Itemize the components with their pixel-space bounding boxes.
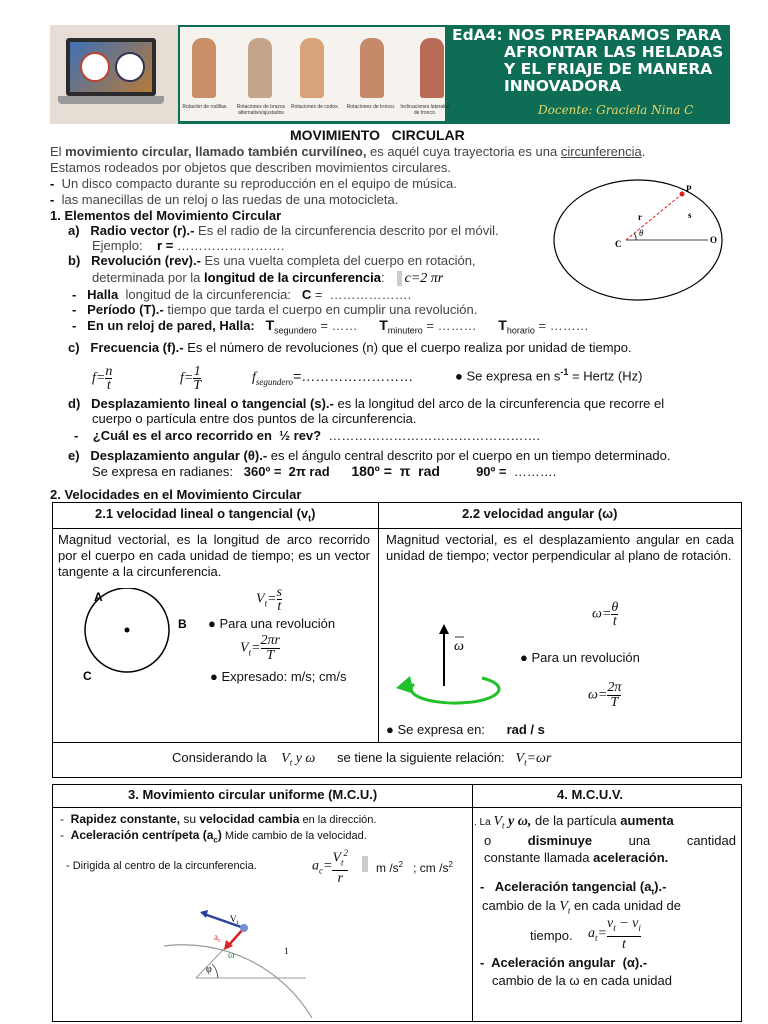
exercise-figure-1: [192, 38, 216, 98]
exercise-figure-4: [360, 38, 384, 98]
t-sub-horario: horario: [506, 325, 535, 336]
w-den: t: [612, 614, 617, 629]
reloj-line: - En un reloj de pared, Halla: $T_{segundero}$ = …… $T_{minutero}$ = ……… $T_{horario}$ = ………: [72, 317, 589, 336]
at-text-b: en cada unidad de: [570, 898, 682, 913]
reloj-dots-3: = ………: [534, 318, 589, 333]
freq-f1: f=: [92, 370, 106, 386]
label-c: C: [615, 239, 622, 249]
bullet-dash: -: [50, 176, 55, 191]
angular-units-value: rad / s: [506, 722, 545, 737]
freq-units-hz: = Hertz (Hz): [568, 368, 643, 384]
item-e-radians: [92, 464, 768, 479]
relation-v: V: [281, 751, 290, 766]
item-d-line-2: cuerpo o partícula entre dos puntos de la circunferencia.: [92, 411, 417, 426]
fig-ac-label: [214, 932, 221, 944]
point-b-label: B: [178, 617, 187, 631]
freq-f3-sub: segundero: [255, 376, 294, 387]
bullet-text-1: Un disco compacto durante su reproducción en el equipo de música.: [61, 176, 457, 191]
vt-symbol: V: [256, 591, 265, 607]
item-label: c): [68, 340, 80, 355]
mcu-velocidad-cambia: velocidad cambia: [199, 812, 300, 826]
mcu-table-header-line: [52, 807, 741, 808]
item-b-line-2: [92, 270, 542, 286]
school-seal-1: [80, 52, 110, 82]
intro-paragraph-1: [50, 144, 740, 159]
relation-w: y ω: [292, 751, 316, 766]
photo-caption-4: Rotaciones de tronco.: [346, 104, 396, 110]
mcuv-text: de la partícula: [531, 813, 621, 828]
freq-formula-3: [252, 368, 413, 387]
fig-1-label: 1: [284, 946, 289, 956]
velocity-angular-header: 2.2 velocidad angular (ω): [462, 506, 618, 521]
w-symbol: ω=: [588, 687, 608, 703]
fig-phi-label: φ: [206, 964, 212, 975]
at-eq: a: [588, 926, 595, 942]
at-formula: $a_t=$ $\frac{v_t - v_i}{t}$: [588, 916, 641, 952]
angular-units-label: ● Se expresa en:: [386, 722, 485, 737]
vt-formula-2: $V_t=$ $\frac{2\pi r}{T}$: [240, 633, 280, 663]
w2-num: 2π: [607, 680, 622, 695]
vt-arrowhead: [200, 910, 208, 918]
reloj-dots-2: = ………: [422, 318, 477, 333]
trajectory-arc: [164, 945, 312, 1018]
mcu-mide: Mide cambio de la velocidad.: [221, 830, 367, 842]
freq-formula-2: [180, 365, 201, 392]
vt-sub: t: [248, 647, 252, 658]
photo-caption-5: Inclinaciones laterales de tronco.: [400, 104, 450, 116]
mcuv-una: una: [628, 833, 651, 848]
mcuv-header: 4. M.C.U.V.: [557, 787, 623, 802]
mcu-row-2: - Aceleración centrípeta $(a_c)$ Mide cambio de la velocidad.: [60, 828, 367, 845]
mcu-table-divider: [472, 784, 473, 1021]
freq-f3-dots: =……………………: [293, 368, 414, 384]
intro-underline: circunferencia: [560, 144, 642, 159]
mcuv-disminuye: disminuye: [527, 833, 593, 848]
w-num: θ: [611, 600, 619, 615]
mcuv-line-1: [474, 813, 674, 834]
intro-period: .: [641, 144, 646, 159]
activity-title-line-2: AFRONTAR LAS HELADAS: [504, 43, 724, 61]
t-symbol-3: T: [498, 317, 507, 333]
mcu-ac-sub: c: [213, 835, 218, 845]
relation-v-sub: t: [289, 757, 293, 768]
intro-paragraph-2: Estamos rodeados por objetos que describen movimientos circulares.: [50, 160, 452, 175]
freq-f2-num: 1: [193, 364, 201, 379]
relation-text: Considerando la: [172, 750, 267, 765]
t-sub-minutero: minutero: [387, 325, 423, 336]
item-label: e): [68, 448, 80, 463]
header-text: 2.1 velocidad lineal o tangencial (v: [95, 506, 309, 521]
ac-units-sq: 2: [398, 860, 404, 869]
mcu-aceleracion: Aceleración centrípeta (a: [70, 828, 214, 842]
angular-units: [386, 722, 545, 738]
item-label: d): [68, 396, 81, 411]
rotation-arrowhead: [396, 676, 414, 694]
mcuv-constante: constante llamada: [484, 850, 594, 865]
item-label: a): [68, 223, 80, 238]
vt-symbol: V: [240, 640, 249, 656]
mcu-su: su: [180, 812, 200, 826]
ac-den: r: [337, 871, 343, 887]
item-b-bold: longitud de la circunferencia: [204, 270, 381, 285]
item-b-text-2: determinada por la: [92, 270, 205, 285]
point-c-label: C: [83, 669, 92, 683]
teacher-name: Docente: Graciela Nina C: [538, 103, 694, 117]
item-d-title: Desplazamiento lineal o tangencial (s).-: [91, 396, 334, 411]
freq-f3: f: [252, 370, 256, 385]
aa-title-text: Aceleración angular (α).-: [491, 955, 648, 970]
at-text-a: cambio de la: [482, 898, 560, 913]
ac-num: V: [332, 850, 342, 866]
w-symbol: ω=: [592, 606, 612, 622]
photo-caption-3: Rotaciones de codos.: [290, 104, 340, 110]
angle-arc: [634, 233, 636, 240]
vt2-den: T: [266, 648, 275, 663]
relation-eq-wr: =ωr: [526, 751, 552, 766]
mcuv-o: o: [484, 833, 492, 848]
halla-bold: Halla: [87, 287, 119, 302]
abc-center: [125, 628, 130, 633]
at-tiempo: tiempo.: [530, 928, 573, 943]
rotation-arrow: [411, 678, 499, 703]
t-sub-segundero: segundero: [274, 325, 317, 336]
freq-f2: f=: [180, 370, 194, 386]
school-seal-2: [115, 52, 145, 82]
photo-caption-2: Rotaciones de brazos alternativo/ajustados: [236, 104, 286, 116]
mcu-row-1: - Rapidez constante, su velocidad cambia en la dirección.: [60, 812, 377, 826]
at-title: - Aceleración tangencial $(a_t).-$: [480, 879, 667, 897]
phi-arc: [212, 964, 218, 978]
mcuv-line-3: [484, 850, 668, 866]
example-dots: …………………….: [176, 238, 285, 253]
label-r: r: [638, 212, 642, 222]
mcuv-line-2: [484, 833, 736, 849]
exercise-figure-3: [300, 38, 324, 98]
ac-formula: $a_c=$ $\frac{V_t^2}{r}$: [312, 848, 349, 887]
intro-text: El: [50, 144, 66, 159]
halla-dots: = ……………….: [311, 287, 412, 302]
mcuv-aumenta: aumenta: [620, 813, 674, 828]
item-label: b): [68, 253, 81, 268]
circumference-formula: c=2 πr: [397, 271, 444, 286]
particle: [240, 924, 248, 932]
vt-sub: t: [264, 598, 268, 609]
omega-arrowhead: [439, 624, 449, 634]
radians-180: 180º = π rad: [351, 463, 440, 479]
velocity-lineal-header: [95, 506, 315, 527]
activity-title-line-1: EdA4: NOS PREPARAMOS PARA: [452, 26, 722, 44]
freq-units-sup: -1: [560, 367, 569, 377]
mcuv-v: V: [493, 814, 503, 829]
ac-num-sub: t: [341, 857, 344, 868]
velocity-table-header-line: [52, 528, 741, 529]
item-e-text: es el ángulo central descrito por el cuerpo en un tiempo determinado.: [267, 448, 671, 463]
reloj-bold: En un reloj de pared, Halla:: [87, 318, 255, 333]
label-s: s: [688, 210, 692, 220]
item-e: [68, 448, 732, 463]
activity-title-line-4: INNOVADORA: [504, 77, 622, 95]
abc-circle-diagram: [70, 588, 200, 688]
relation-text-2: se tiene la siguiente relación:: [337, 750, 505, 765]
vt2-num: 2πr: [260, 633, 280, 648]
at-title-text: Aceleración tangencial (a: [494, 879, 652, 894]
item-d-dots: ………………………………………….: [321, 428, 540, 443]
mcuv-la: . La: [474, 817, 494, 828]
freq-f2-den: T: [193, 378, 202, 393]
at-title-end: ).-: [654, 879, 667, 894]
fig-vt-sub: t: [236, 920, 239, 926]
header-sub: t: [308, 513, 312, 524]
mcuv-v-sub: t: [502, 820, 505, 831]
vt-formula-1: $V_t=$ $\frac{s}{t}$: [256, 585, 282, 614]
w-formula-1: [592, 601, 618, 628]
header-paren: ): [311, 506, 316, 521]
circle-diagram: [540, 178, 740, 302]
label-o: O: [710, 235, 718, 245]
fig-a: a: [214, 932, 218, 942]
fig-ac-sub: c: [218, 938, 221, 944]
item-b-title: Revolución (rev).-: [91, 253, 201, 268]
at-v: V: [559, 899, 568, 914]
exercise-figure-5: [420, 38, 444, 98]
vt-num: s: [276, 585, 282, 600]
mcu-dirigida: - Dirigida al centro de la circunferencia.: [66, 860, 257, 872]
mcuv-w: y ω,: [504, 814, 532, 829]
velocity-angular-description: Magnitud vectorial, es el desplazamiento angular en cada unidad de tiempo; vector perpendicular al plano de rotación.: [386, 532, 734, 563]
point-p: [680, 192, 685, 197]
velocity-table-footer-line: [52, 742, 741, 743]
omega-label: ω: [454, 639, 464, 654]
item-d: [68, 396, 732, 411]
at-num-mid: − v: [615, 916, 639, 931]
fig-w-label: ω: [228, 950, 235, 961]
vt-den: t: [277, 599, 282, 614]
radians-90: 90º =: [476, 464, 511, 479]
ac-units-ms: m /s: [376, 861, 399, 875]
item-b-colon: :: [381, 270, 385, 285]
at-title-sub: t: [651, 887, 655, 897]
laptop-base: [58, 96, 164, 104]
ac-units-sq-2: 2: [448, 860, 453, 869]
una-revolucion: ● Para una revolución: [208, 616, 336, 631]
mcu-header: 3. Movimiento circular uniforme (M.C.U.): [128, 787, 378, 802]
item-d-question: - ¿Cuál es el arco recorrido en ½ rev? ………………………………………….: [74, 428, 540, 443]
activity-title: [452, 27, 728, 95]
radians-360: 360º = 2π rad: [243, 464, 330, 479]
ac-num-sup: 2: [343, 848, 349, 858]
label-theta: θ: [639, 228, 644, 238]
relation-row: [172, 750, 551, 771]
item-b-text: Es una vuelta completa del cuerpo en rotación,: [200, 253, 476, 268]
velocity-table-divider: [378, 502, 379, 742]
angular-vector-diagram: [392, 622, 512, 714]
freq-f1-num: n: [105, 364, 113, 379]
photo-caption-1: Rotación de rodillas.: [182, 104, 228, 110]
item-c-text: Es el número de revoluciones (n) que el cuerpo realiza por unidad de tiempo.: [183, 340, 632, 355]
ac-symbol: a: [312, 858, 319, 874]
radians-label: Se expresa en radianes:: [92, 464, 244, 479]
formula-marker: [362, 856, 368, 872]
mcu-ac-paren: ): [217, 828, 222, 842]
at-num-sub2: i: [638, 922, 641, 933]
halla-text: longitud de la circunferencia:: [118, 287, 302, 302]
halla-c: C: [301, 287, 312, 302]
label-p: P: [686, 184, 692, 194]
at-num-sub1: t: [613, 922, 616, 933]
at-v-sub: t: [567, 905, 571, 916]
aa-text: cambio de la ω en cada unidad: [492, 973, 672, 988]
mcuv-cantidad: cantidad: [686, 833, 736, 848]
mcu-direccion: en la dirección.: [299, 814, 377, 826]
expresado-units: ● Expresado: m/s; cm/s: [210, 669, 347, 684]
periodo-bold: Período (T).-: [87, 302, 164, 317]
t-symbol-2: T: [379, 317, 388, 333]
exercise-figure-2: [248, 38, 272, 98]
w-formula-2: [588, 681, 621, 710]
at-num-v: v: [606, 916, 614, 931]
bullet-text-2: las manecillas de un reloj o las ruedas de una motocicleta.: [61, 192, 399, 207]
mcu-vector-diagram: [156, 906, 316, 1018]
at-text: [482, 898, 681, 919]
activity-title-line-3: Y EL FRIAJE DE MANERA: [504, 60, 713, 78]
item-c-title: Frecuencia (f).-: [90, 340, 184, 355]
ac-units: [376, 857, 453, 876]
freq-formula-1: [92, 365, 112, 392]
fig-v: V: [230, 914, 237, 924]
page-title: MOVIMIENTO CIRCULAR: [290, 127, 465, 143]
velocity-lineal-description: Magnitud vectorial, es la longitud de arco recorrido por el cuerpo en cada unidad de tiempo; es un vector tangente a la circunferencia.: [58, 532, 370, 579]
mcu-rapidez: Rapidez constante,: [70, 812, 181, 826]
intro-bold: movimiento circular, llamado también curvilíneo,: [65, 144, 367, 159]
relation-eq-sub: t: [524, 757, 527, 768]
radians-90-dots: ……….: [510, 464, 557, 479]
w2-den: T: [610, 695, 619, 710]
freq-units-text: ● Se expresa en s: [455, 368, 561, 384]
periodo-text: tiempo que tarda el cuerpo en cumplir una revolución.: [163, 302, 478, 317]
halla-line: - Halla longitud de la circunferencia: C = ……………….: [72, 287, 412, 302]
item-a-title: Radio vector (r).-: [90, 223, 195, 238]
t-symbol-1: T: [265, 317, 275, 333]
item-b: [68, 253, 540, 268]
ac-units-cms: ; cm /s: [413, 861, 449, 875]
item-e-title: Desplazamiento angular (θ).-: [90, 448, 268, 463]
item-d-question-text: ¿Cuál es el arco recorrido en ½ rev?: [92, 428, 322, 443]
un-revolucion: ● Para un revolución: [520, 650, 640, 665]
relation-eq-v: V: [515, 751, 525, 766]
intro-text-2: es aquél cuya trayectoria es una: [366, 144, 561, 159]
aa-title: - Aceleración angular (α).-: [480, 955, 648, 970]
section-1-title: 1. Elementos del Movimiento Circular: [50, 208, 282, 223]
ac-sub: c: [319, 865, 323, 876]
item-a-text: Es el radio de la circunferencia descrito por el móvil.: [194, 223, 499, 238]
bullet-dash: -: [50, 192, 55, 207]
example-r: r =: [157, 238, 177, 253]
at-eq-sub: t: [595, 932, 598, 943]
item-d-text: es la longitud del arco de la circunferencia que recorre el: [333, 396, 665, 411]
point-a-label: A: [94, 590, 103, 604]
freq-units: [455, 367, 642, 383]
freq-f1-den: t: [106, 378, 111, 393]
mcuv-aceleracion: aceleración.: [593, 850, 669, 865]
at-den: t: [621, 936, 626, 952]
item-c: [68, 340, 758, 355]
example-label: Ejemplo:: [92, 238, 158, 253]
section-2-title: 2. Velocidades en el Movimiento Circular: [50, 487, 302, 502]
periodo-line: - Período (T).- tiempo que tarda el cuerpo en cumplir una revolución.: [72, 302, 478, 317]
reloj-dots-1: = ……: [316, 318, 358, 333]
